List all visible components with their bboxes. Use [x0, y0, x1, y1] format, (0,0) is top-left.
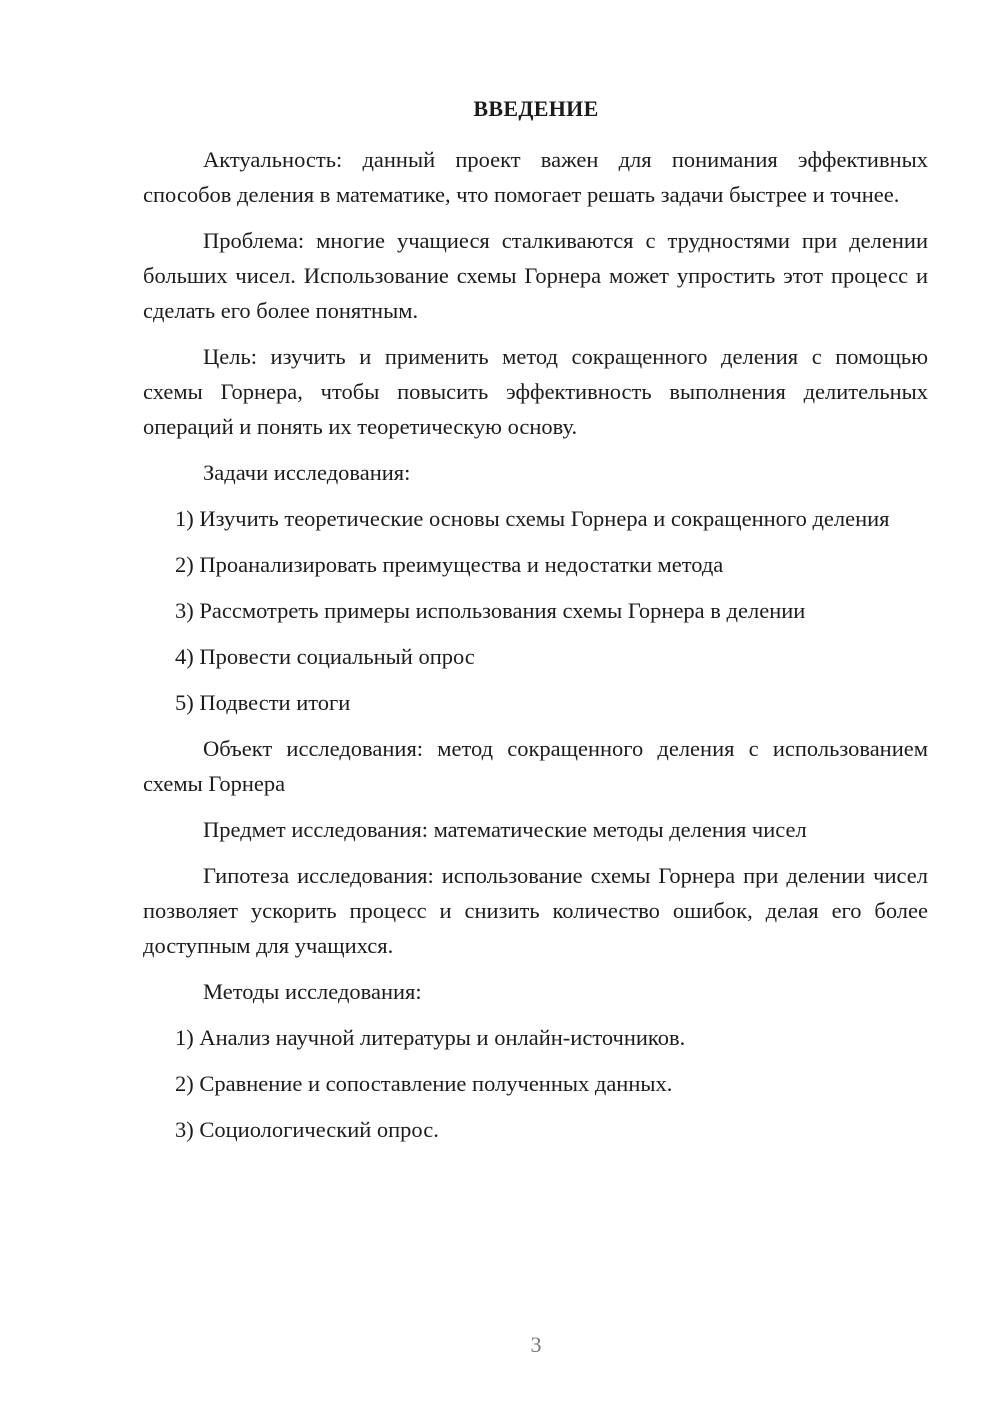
goal-paragraph: Цель: изучить и применить метод сокращенного деления с помощью схемы Горнера, чтобы повысить эффективность выполнения делительных операций и понять их теоретическую основу.: [143, 344, 928, 439]
task-item-2: 2) Проанализировать преимущества и недостатки метода: [175, 552, 724, 577]
methods-heading: Методы исследования:: [203, 979, 422, 1004]
relevance-paragraph: Актуальность: данный проект важен для понимания эффективных способов деления в математике, что помогает решать задачи быстрее и точнее.: [143, 147, 928, 207]
task-item-1: 1) Изучить теоретические основы схемы Горнера и сокращенного деления: [175, 506, 890, 531]
hypothesis-paragraph: Гипотеза исследования: использование схемы Горнера при делении чисел позволяет ускорить процесс и снизить количество ошибок, делая его более доступным для учащихся.: [143, 863, 928, 958]
tasks-heading: Задачи исследования:: [203, 460, 411, 485]
method-item-2: 2) Сравнение и сопоставление полученных данных.: [175, 1071, 673, 1096]
subject-paragraph: Предмет исследования: математические методы деления чисел: [203, 817, 807, 842]
method-item-1: 1) Анализ научной литературы и онлайн-источников.: [175, 1025, 686, 1050]
page-title: ВВЕДЕНИЕ: [473, 96, 599, 121]
problem-paragraph: Проблема: многие учащиеся сталкиваются с трудностями при делении больших чисел. Использование схемы Горнера может упростить этот процесс и сделать его более понятным.: [143, 228, 928, 323]
document-body: [143, 142, 928, 1147]
object-paragraph: Объект исследования: метод сокращенного деления с использованием схемы Горнера: [143, 736, 928, 796]
page-number: 3: [530, 1332, 542, 1357]
task-item-5: 5) Подвести итоги: [175, 690, 351, 715]
task-item-3: 3) Рассмотреть примеры использования схемы Горнера в делении: [175, 598, 806, 623]
method-item-3: 3) Социологический опрос.: [175, 1117, 439, 1142]
task-item-4: 4) Провести социальный опрос: [175, 644, 475, 669]
